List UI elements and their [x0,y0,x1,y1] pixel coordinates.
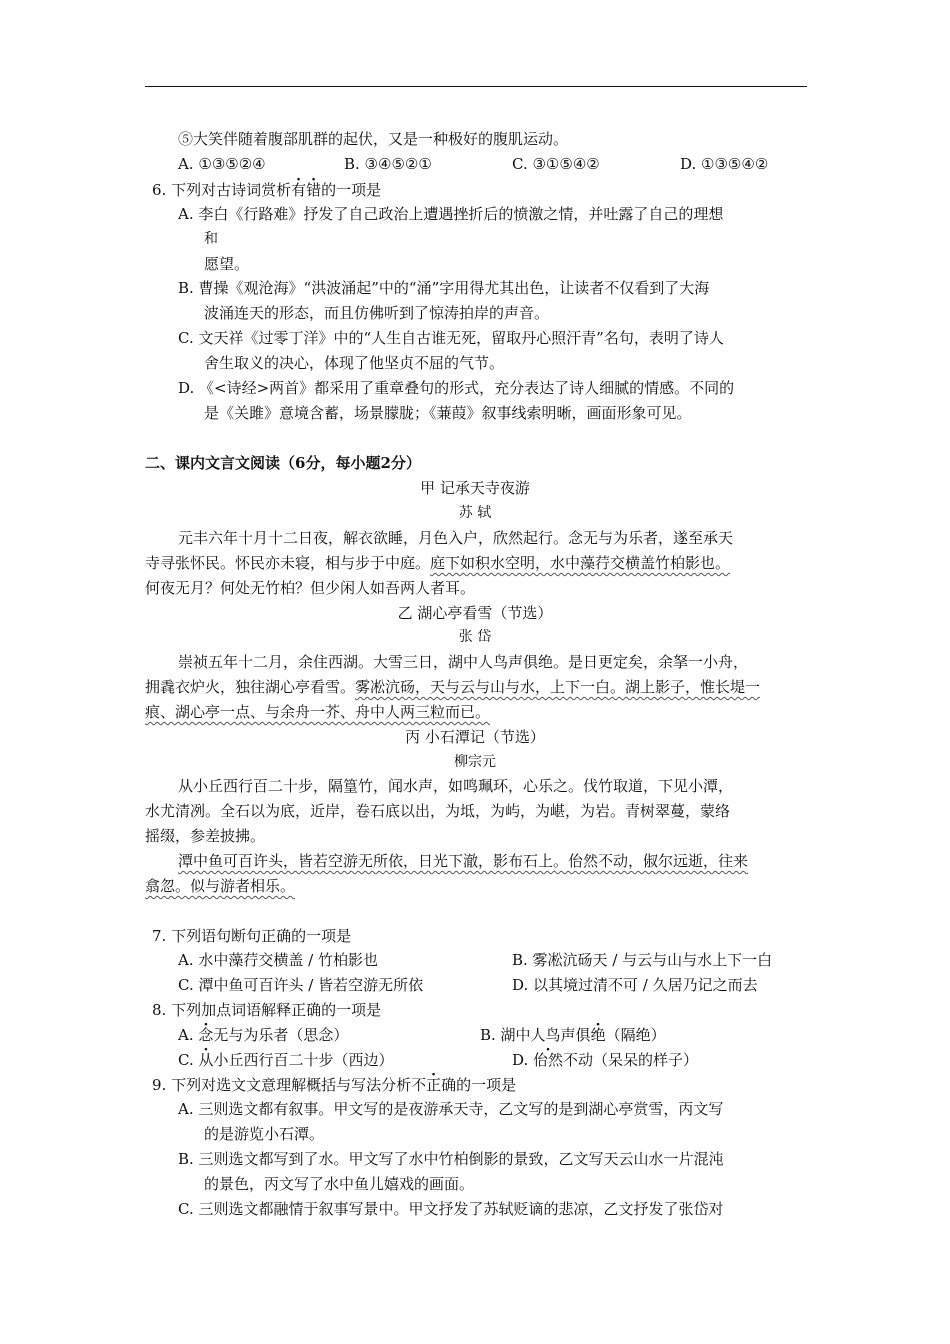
q7-option-d: D. 以其境过清不可 / 久居乃记之而去 [512,976,758,994]
yi-para-line2 [145,677,760,697]
q7-option-a: A. 水中藻荇交横盖 / 竹柏影也 [178,951,378,969]
yi-para-line1: 崇祯五年十二月，余住西湖。大雪三日，湖中人鸟声俱绝。是日更定矣，余拏一小舟， [178,653,749,671]
yi-wavy-sentence-1: 雾凇沆砀，天与云与山与水，上下一白。湖上影子，惟长堤一 [355,678,761,696]
yi-para-line3 [145,702,490,722]
bing-para-line1: 从小丘西行百二十步，隔篁竹，闻水声，如鸣珮环，心乐之。伐竹取道，下见小潭， [178,777,734,795]
q8-a-pre: A. [178,1026,199,1044]
q6-option-c-line2: 舍生取义的决心，体现了他坚贞不屈的气节。 [204,354,505,372]
q9-stem-post: 的一项是 [456,1076,517,1094]
q8-d-post: 不动（呆呆的样子） [563,1051,699,1069]
q8-option-d [512,1050,698,1070]
q7-stem: 7. 下列语句断句正确的一项是 [152,927,352,945]
q6-stem [152,180,381,200]
q9-option-b-line1: B. 三则选文都写到了水。甲文写了水中竹柏倒影的景致，乙文写天云山水一片混沌 [178,1150,724,1168]
yi-title: 乙 湖心亭看雪（节选） [397,604,553,622]
q5-option-d: D. ①③⑤④② [680,155,769,173]
bing-wavy-sentence-2: 翕忽。似与游者相乐。 [145,877,296,895]
q6-stem-pre: 6. 下列对古诗词赏析 [152,181,292,199]
q7-option-c: C. 潭中鱼可百许头 / 皆若空游无所依 [178,976,424,994]
yi-wavy-sentence-2: 痕、湖心亭一点、与余舟一芥、舟中人两三粒而已。 [145,703,491,721]
q5-option-a: A. ①③⑤②④ [178,155,266,173]
q5-item-5: ⑤大笑伴随着腹部肌群的起伏，又是一种极好的腹肌运动。 [178,130,569,148]
bing-para-line2: 水尤清冽。全石以为底，近岸，卷石底以出，为坻，为屿，为嵁，为岩。青树翠蔓，蒙络 [145,802,731,820]
q9-option-a-line1: A. 三则选文都有叙事。甲文写的是夜游承天寺，乙文写的是到湖心亭赏雪，丙文写 [178,1100,724,1118]
q8-b-post: （隔绝） [605,1026,666,1044]
q8-stem: 8. 下列加点词语解释正确的一项是 [152,1001,382,1019]
jia-wavy-sentence: 庭下如积水空明，水中藻荇交横盖竹柏影也。 [430,554,731,572]
bing-para-line3: 摇缀，参差披拂。 [145,827,266,845]
q6-stem-dot2: 错 [306,181,322,199]
q8-c-dotted: 从 [198,1051,214,1069]
q8-c-pre: C. [178,1051,199,1069]
section2-heading: 二、课内文言文阅读（6分，每小题2分） [145,454,421,472]
q6-option-a-line1: A. 李白《行路难》抒发了自己政治上遭遇挫折后的愤激之情，并吐露了自己的理想 [178,205,724,223]
q8-a-post: 无与为乐者（思念） [213,1026,349,1044]
bing-para-line4 [178,851,748,871]
q6-option-b-line1: B. 曹操《观沧海》“洪波涌起”中的“涌”字用得尤其出色，让读者不仅看到了大海 [178,279,710,297]
jia-para-line2 [145,553,730,573]
q6-option-d-line1: D. 《<诗经>两首》都采用了重章叠句的形式，充分表达了诗人细腻的情感。不同的 [178,379,735,397]
q7-option-b: B. 雾凇沆砀天 / 与云与山与水上下一白 [512,951,773,969]
q5-option-b: B. ③④⑤②① [344,155,432,173]
q8-d-pre: D. [512,1051,534,1069]
q8-d-dotted: 佁然 [533,1051,564,1069]
q9-stem [152,1075,516,1095]
q9-option-c-line1: C. 三则选文都融情于叙事写景中。甲文抒发了苏轼贬谪的悲凉，乙文抒发了张岱对 [178,1200,724,1218]
q9-stem-pre: 9. 下列对选文文意理解概括与写法分析 [152,1076,412,1094]
bing-para-line5 [145,876,295,896]
q8-c-post: 小丘西行百二十步（西边） [213,1051,394,1069]
q6-option-b-line2: 波涌连天的形态，而且仿佛听到了惊涛拍岸的声音。 [204,304,550,322]
q9-option-a-line2: 的是游览小石潭。 [204,1125,325,1143]
q5-option-c: C. ③①⑤④② [512,155,600,173]
q6-option-d-line2: 是《关雎》意境含蓄，场景朦胧；《蒹葭》叙事线索明晰，画面形象可见。 [204,404,692,422]
jia-para-line2a: 寺寻张怀民。怀民亦未寝，相与步于中庭。 [145,554,431,572]
q6-stem-post: 的一项是 [321,181,382,199]
header-rule [145,86,807,87]
q6-option-c-line1: C. 文天祥《过零丁洋》中的“人生自古谁无死，留取丹心照汗青”名句，表明了诗人 [178,329,724,347]
bing-author: 柳宗元 [454,754,496,770]
jia-para-line3: 何夜无月？何处无竹柏？但少闲人如吾两人者耳。 [145,579,476,597]
bing-wavy-sentence-1: 潭中鱼可百许头，皆若空游无所依，日光下澈，影布石上。佁然不动，俶尔远逝，往来 [178,852,749,870]
yi-para-line2a: 拥毳衣炉火，独往湖心亭看雪。 [145,678,356,696]
jia-para-line1: 元丰六年十月十二日夜，解衣欲睡，月色入户，欣然起行。念无与为乐者，遂至承天 [178,529,734,547]
jia-title: 甲 记承天寺夜游 [420,479,530,497]
q6-stem-dot1: 有 [291,181,307,199]
q9-stem-dotted: 不正确 [411,1076,457,1094]
q8-b-dotted: 绝 [590,1026,606,1044]
q8-option-c [178,1050,394,1070]
q6-option-a-line2: 和 [204,231,218,247]
q8-a-dotted: 念 [198,1026,214,1044]
jia-author: 苏 轼 [458,505,492,521]
q8-b-pre: B. 湖中人鸟声俱 [480,1026,591,1044]
q8-option-b [480,1025,666,1045]
bing-title: 丙 小石潭记（节选） [405,728,545,746]
q9-option-b-line2: 的景色，丙文写了水中鱼儿嬉戏的画面。 [204,1175,475,1193]
q6-option-a-line3: 愿望。 [204,255,250,273]
yi-author: 张 岱 [458,629,492,645]
